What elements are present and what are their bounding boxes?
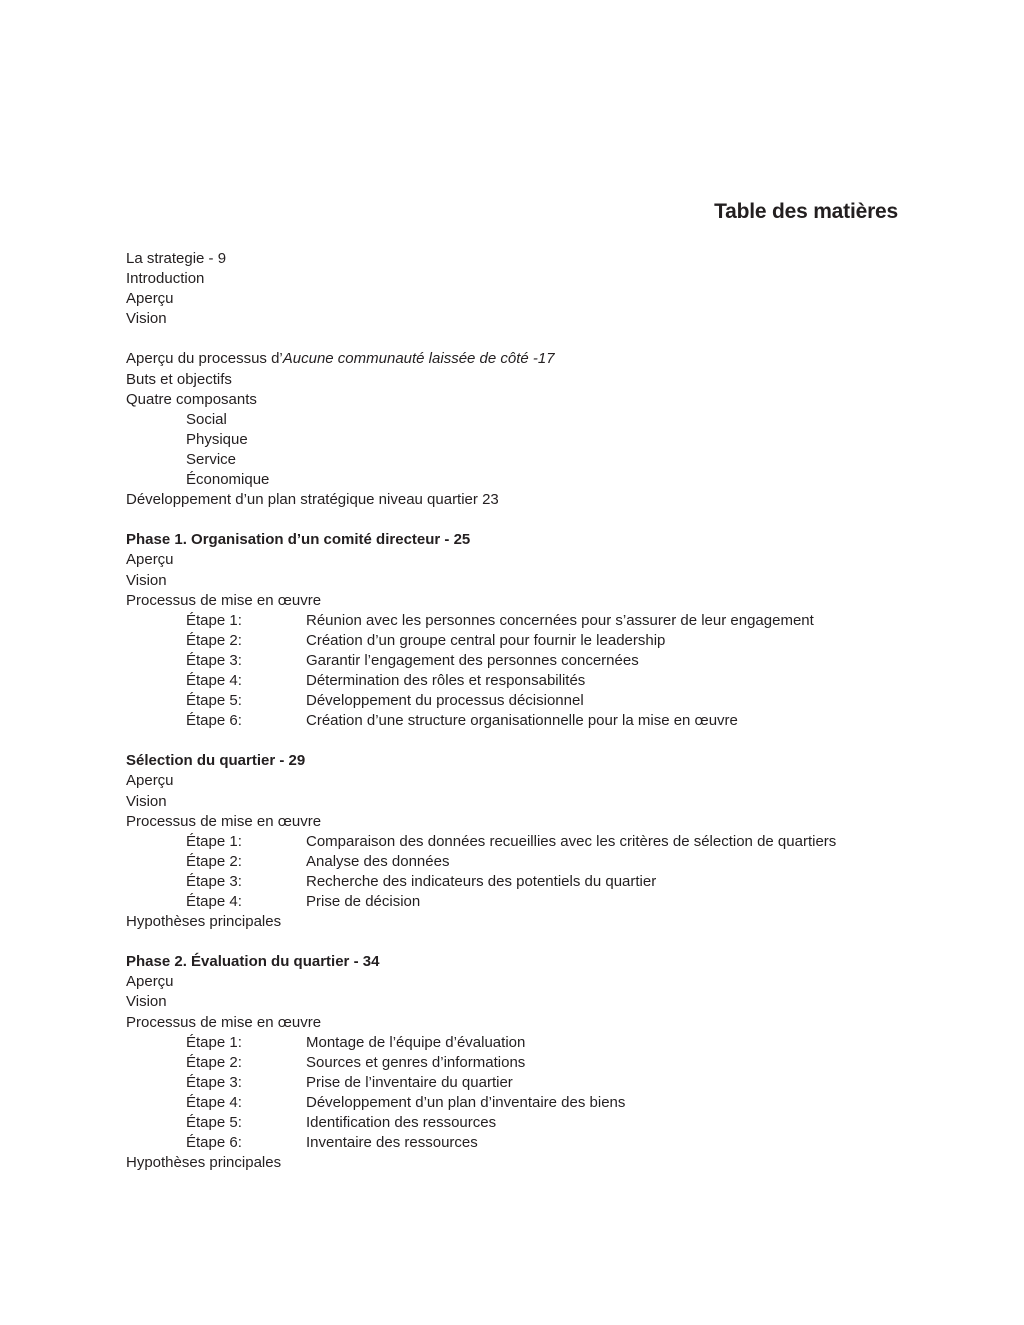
toc-entry: Processus de mise en œuvre [126, 1013, 322, 1031]
step-label: Étape 2: [186, 852, 242, 870]
toc-step [126, 691, 926, 711]
toc-entry-plan-strategique: Développement d’un plan stratégique niveau quartier 23 [126, 491, 499, 509]
toc-entry-introduction: Introduction [126, 270, 205, 288]
toc-entry: Aperçu [126, 973, 174, 991]
toc-entry-composants: Quatre composants [126, 390, 257, 408]
toc-step [126, 1073, 926, 1093]
toc-entry-vision: Vision [126, 310, 167, 328]
section-spacer [126, 731, 926, 751]
step-text: Prise de décision [306, 893, 421, 910]
step-label: Étape 4: [186, 893, 242, 910]
step-text: Développement du processus décisionnel [306, 692, 584, 710]
toc-entry: Processus de mise en œuvre [126, 812, 322, 830]
toc-section-heading [126, 349, 926, 369]
toc-entry: Vision [126, 792, 167, 810]
toc-step [126, 1053, 926, 1073]
step-text: Garantir l’engagement des personnes concernées [306, 651, 639, 669]
toc-step [126, 1113, 926, 1133]
step-label: Étape 4: [186, 1093, 242, 1111]
step-text: Inventaire des ressources [306, 1134, 478, 1152]
step-text: Identification des ressources [306, 1114, 497, 1132]
toc-entry: Vision [126, 571, 167, 589]
heading-prefix: Aperçu du processus d’ [126, 350, 283, 368]
step-label: Étape 6: [186, 712, 242, 730]
step-label: Étape 1: [186, 832, 242, 850]
toc-subentry-social: Social [186, 410, 227, 428]
toc-subentry-physique: Physique [186, 430, 248, 448]
toc-step [126, 1133, 926, 1153]
toc-step [126, 651, 926, 671]
step-label: Étape 2: [186, 631, 242, 649]
step-text: Recherche des indicateurs des potentiels du quartier [306, 872, 657, 890]
step-text: Développement d’un plan d’inventaire des biens [306, 1093, 626, 1111]
step-label: Étape 3: [186, 651, 242, 669]
step-text: Montage de l’équipe d’évaluation [306, 1033, 526, 1051]
step-label: Étape 3: [186, 1073, 242, 1091]
toc-step [126, 1093, 926, 1113]
page-title: Table des matières [714, 200, 898, 223]
step-text: Prise de l’inventaire du quartier [306, 1073, 513, 1091]
toc-step [126, 711, 926, 731]
toc-subentry-service: Service [186, 450, 237, 468]
step-text: Création d’une structure organisationnelle pour la mise en œuvre [306, 712, 738, 730]
toc-entry-hypotheses: Hypothèses principales [126, 1154, 282, 1172]
toc-entry: Aperçu [126, 551, 174, 569]
toc-step [126, 611, 926, 631]
section-spacer [126, 932, 926, 952]
step-text: Création d’un groupe central pour fournir le leadership [306, 631, 666, 649]
step-label: Étape 4: [186, 671, 242, 689]
step-label: Étape 3: [186, 872, 242, 890]
toc-entry: Aperçu [126, 772, 174, 790]
toc-step [126, 671, 926, 691]
toc-entry: Processus de mise en œuvre [126, 591, 322, 609]
section-spacer [126, 329, 926, 349]
toc-section-heading: Phase 1. Organisation d’un comité directeur - 25 [126, 531, 471, 549]
toc-entry-apercu: Aperçu [126, 290, 174, 308]
toc-section-heading: Sélection du quartier - 29 [126, 752, 306, 770]
step-text: Comparaison des données recueillies avec les critères de sélection de quartiers [306, 832, 837, 850]
step-text: Détermination des rôles et responsabilités [306, 671, 586, 689]
step-text: Réunion avec les personnes concernées pour s’assurer de leur engagement [306, 611, 814, 629]
heading-italic-title: Aucune communauté laissée de côté -17 [282, 350, 555, 368]
step-label: Étape 2: [186, 1053, 242, 1071]
toc-step [126, 852, 926, 872]
toc-step [126, 631, 926, 651]
step-label: Étape 6: [186, 1134, 242, 1152]
step-text: Sources et genres d’informations [306, 1053, 526, 1071]
toc-entry: Vision [126, 993, 167, 1011]
toc-entry-hypotheses: Hypothèses principales [126, 913, 282, 931]
step-label: Étape 5: [186, 692, 242, 710]
toc-section-heading: Phase 2. Évaluation du quartier - 34 [126, 953, 380, 971]
toc-entry-buts: Buts et objectifs [126, 370, 232, 388]
toc-step [126, 892, 926, 912]
toc-step [126, 872, 926, 892]
step-label: Étape 1: [186, 611, 242, 629]
section-spacer [126, 510, 926, 530]
toc-step [126, 832, 926, 852]
table-of-contents [126, 249, 926, 1173]
step-text: Analyse des données [306, 852, 450, 870]
toc-step [126, 1033, 926, 1053]
step-label: Étape 1: [186, 1033, 242, 1051]
toc-entry-strategie: La strategie - 9 [126, 250, 227, 267]
toc-subentry-economique: Économique [186, 471, 270, 489]
step-label: Étape 5: [186, 1114, 242, 1132]
